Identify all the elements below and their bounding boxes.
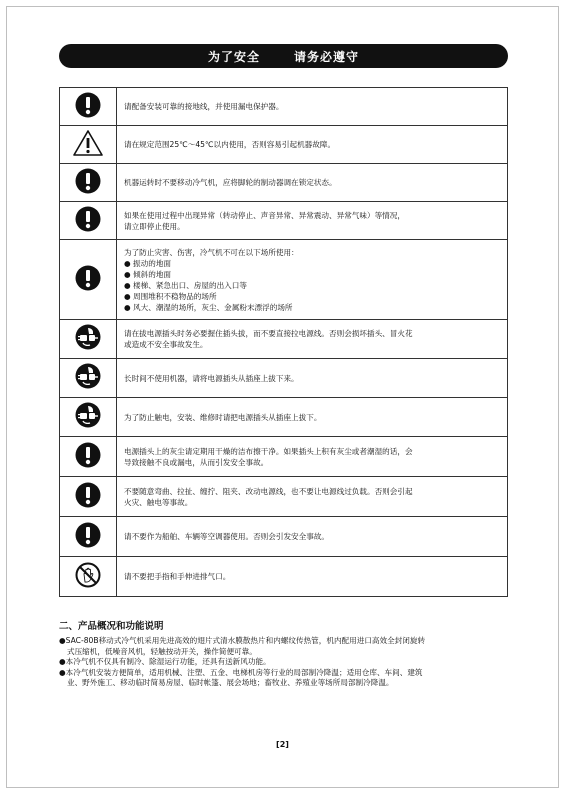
unplug-icon [75,363,101,393]
safety-row [60,240,508,320]
safety-text-line: 请不要作为船舶、车辆等空调器使用。否则会引发安全事故。 [124,532,330,541]
safety-text-cell [117,126,508,164]
safety-text-cell [117,437,508,477]
safety-row [60,359,508,398]
product-overview-section [59,618,511,689]
safety-text-line: 长时间不使用机器，请将电源插头从插座上拔下来。 [124,373,299,383]
safety-text-cell [117,240,508,320]
safety-row [60,477,508,517]
safety-text-cell [117,557,508,597]
safety-text-line: 请配备安装可靠的接地线，并使用漏电保护器。 [124,102,284,111]
safety-row [60,202,508,240]
banner-title-2: 请务必遵守 [294,49,360,64]
safety-icon-cell [60,240,117,320]
safety-icon-cell [60,398,117,437]
safety-text-line: 为了防止灾害、伤害，冷气机不可在以下场所使用： [124,247,299,257]
safety-text-cell [117,202,508,240]
exclamation-icon [75,442,101,472]
safety-text-line: ● 振动的地面 [124,258,172,268]
safety-text-line: 机器运转时不要移动冷气机，应将脚轮的制动器调在锁定状态。 [124,178,337,187]
exclamation-icon [75,168,101,198]
safety-text-line: 如果在使用过程中出现异常（转动停止、声音异常、异常震动、异常气味）等情况， [124,210,405,220]
safety-row [60,437,508,477]
safety-row [60,517,508,557]
safety-text-line: ● 楼梯、紧急出口、房屋的出入口等 [124,280,247,290]
safety-icon-cell [60,88,117,126]
section-title: 二、产品概况和功能说明 [59,621,164,632]
overview-line: ●本冷气机不仅具有制冷、除湿运行功能，还具有送新风功能。 [59,657,271,666]
safety-icon-cell [60,517,117,557]
exclamation-icon [75,92,101,122]
exclamation-icon [75,482,101,512]
safety-text-line: 请立即停止使用。 [124,221,185,231]
overview-paragraph-3 [59,668,511,689]
safety-row [60,398,508,437]
safety-icon-cell [60,126,117,164]
unplug-icon [75,402,101,432]
safety-row [60,88,508,126]
safety-icon-cell [60,202,117,240]
safety-row [60,126,508,164]
safety-row [60,320,508,359]
overview-paragraph-2 [59,657,511,668]
safety-text-line: 火灾、触电等事故。 [124,497,193,507]
banner-title-1: 为了安全 [207,49,260,64]
safety-text-line: 请在拔电源插头时务必要握住插头拔，而不要直接拉电源线。否则会损坏插头、冒火花 [124,329,413,338]
safety-text-line: 不要随意弯曲、拉扯、缠拧、阻夹、改动电源线，也不要让电源线过负载。否则会引起 [124,486,413,496]
safety-text-line: ● 周围堆积不稳物品的场所 [124,291,217,301]
safety-text-cell [117,88,508,126]
safety-icon-cell [60,359,117,398]
safety-icon-cell [60,164,117,202]
overview-line: ●本冷气机安装方便简单，适用机械、注塑、五金、电梯机房等行业的局部制冷降温；适用仓库、车间、建筑 [59,667,423,677]
safety-text-line: 请不要把手指和手伸进排气口。 [124,572,231,581]
safety-text-line: 为了防止触电，安装、维修时请把电源插头从插座上拔下。 [124,412,322,422]
safety-table [59,87,508,597]
page-number: [2] [276,740,289,749]
overview-line: 式压缩机，低噪音风机，轻触按动开关，操作简便可靠。 [67,646,257,656]
safety-icon-cell [60,557,117,597]
safety-text-cell [117,398,508,437]
no-hand-icon [75,562,101,592]
safety-icon-cell [60,477,117,517]
safety-text-line: 请在规定范围25℃～45℃以内使用，否则容易引起机器故障。 [124,140,336,149]
safety-text-line: ● 倾斜的地面 [124,269,172,279]
safety-text-line: ● 风大、潮湿的场所，灰尘、金属粉末漂浮的场所 [124,302,293,312]
overview-line: 业、野外施工、移动临时简易房屋、临时帐篷、展会场地；畜牧业、养殖业等场所局部制冷降温。 [67,678,394,687]
exclamation-icon [75,522,101,552]
warning-triangle-icon [72,129,104,161]
safety-icon-cell [60,320,117,359]
exclamation-icon [75,265,101,295]
safety-text-line: 或造成不安全事故发生。 [124,340,208,349]
overview-line: ●SAC-80B移动式冷气机采用先进高效的翅片式清水膜散热片和内螺纹传热管，机内配用进口高效全封闭旋转 [59,636,426,645]
safety-text-cell [117,320,508,359]
overview-paragraph-1 [59,636,511,657]
safety-row [60,557,508,597]
safety-banner [59,44,508,68]
safety-text-cell [117,359,508,398]
safety-text-cell [117,164,508,202]
safety-text-cell [117,517,508,557]
safety-text-line: 导致接触不良或漏电，从而引发安全事故。 [124,457,269,467]
safety-icon-cell [60,437,117,477]
exclamation-icon [75,206,101,236]
safety-text-line: 电源插头上的灰尘请定期用干燥的洁布擦干净。如果插头上积有灰尘或者潮湿的话，会 [124,446,413,456]
safety-row [60,164,508,202]
safety-text-cell [117,477,508,517]
unplug-icon [75,324,101,354]
